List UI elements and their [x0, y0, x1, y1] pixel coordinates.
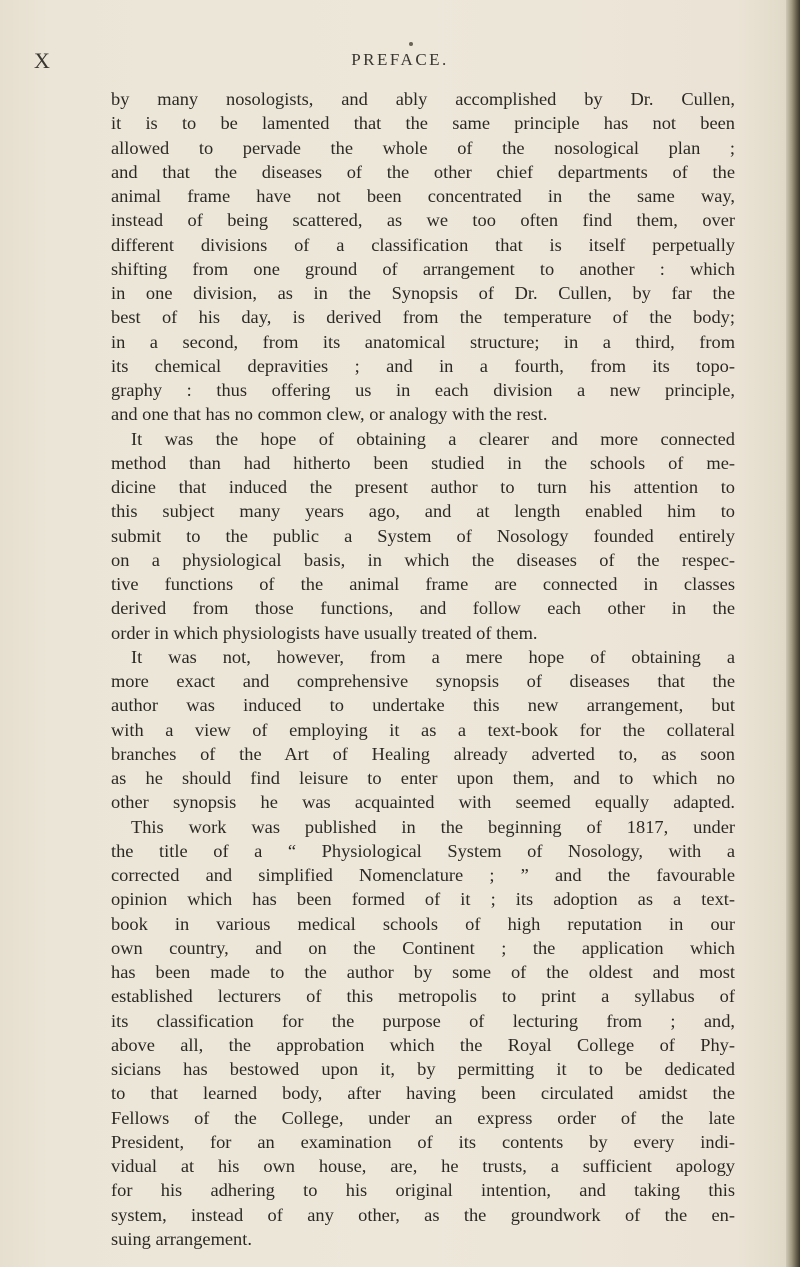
text-line: derived from those functions, and follow each other in the [111, 598, 735, 619]
text-line: instead of being scattered, as we too often find them, over [111, 210, 735, 231]
paragraph-first-line: It was not, however, from a mere hope of obtaining a [131, 646, 735, 667]
text-line: submit to the public a System of Nosology founded entirely [111, 525, 735, 546]
text-line: with a view of employing it as a text-book for the collateral [111, 719, 735, 740]
text-line: own country, and on the Continent ; the application which [111, 937, 735, 958]
running-head: PREFACE. [351, 50, 449, 69]
text-line: and one that has no common clew, or analogy with the rest. [111, 404, 548, 425]
text-line: method than had hitherto been studied in the schools of me- [111, 452, 735, 473]
text-line: established lecturers of this metropolis to print a syllabus of [111, 986, 735, 1007]
text-line: its classification for the purpose of lecturing from ; and, [111, 1010, 735, 1031]
text-line: more exact and comprehensive synopsis of diseases that the [111, 671, 735, 691]
text-line: this subject many years ago, and at length enabled him to [111, 501, 735, 522]
text-line: above all, the approbation which the Royal College of Phy- [111, 1034, 735, 1055]
text-line: system, instead of any other, as the groundwork of the en- [111, 1204, 735, 1225]
text-line: dicine that induced the present author to turn his attention to [111, 477, 735, 497]
text-line: and that the diseases of the other chief departments of the [111, 161, 735, 182]
page-binding-edge [786, 0, 800, 1267]
text-line: has been made to the author by some of the oldest and most [111, 962, 735, 982]
text-line: its chemical depravities ; and in a fourth, from its topo- [111, 355, 735, 376]
ink-dot [409, 42, 413, 46]
text-line: branches of the Art of Healing already adverted to, as soon [111, 743, 735, 764]
text-line: Fellows of the College, under an express order of the late [111, 1107, 735, 1128]
text-line: sicians has bestowed upon it, by permitting it to be dedicated [111, 1059, 735, 1079]
text-line: in one division, as in the Synopsis of Dr. Cullen, by far the [111, 283, 735, 303]
text-line: graphy : thus offering us in each division a new principle, [111, 380, 735, 400]
preface-body-text [111, 87, 735, 1251]
text-line: animal frame have not been concentrated in the same way, [111, 186, 735, 206]
text-line: allowed to pervade the whole of the nosological plan ; [111, 137, 735, 158]
text-line: in a second, from its anatomical structure; in a third, from [111, 331, 735, 352]
text-line: corrected and simplified Nomenclature ; ” and the favourable [111, 865, 735, 885]
page-header [0, 48, 800, 78]
text-line: the title of a “ Physiological System of Nosology, with a [111, 840, 735, 861]
text-line: as he should find leisure to enter upon them, and to which no [111, 768, 735, 788]
text-line: This work was published in the beginning of 1817, under [131, 816, 735, 837]
text-line: it is to be lamented that the same principle has not been [111, 113, 735, 134]
text-line: President, for an examination of its contents by every indi- [111, 1131, 735, 1152]
text-line: opinion which has been formed of it ; its adoption as a text- [111, 889, 735, 910]
text-line: for his adhering to his original intention, and taking this [111, 1180, 735, 1201]
text-line: book in various medical schools of high reputation in our [111, 913, 735, 934]
text-line: shifting from one ground of arrangement to another : which [111, 258, 735, 279]
text-line: suing arrangement. [111, 1228, 252, 1249]
text-line: best of his day, is derived from the temperature of the body; [111, 307, 735, 328]
text-line: by many nosologists, and ably accomplished by Dr. Cullen, [111, 89, 735, 109]
page-number: X [34, 48, 51, 73]
text-line: on a physiological basis, in which the diseases of the respec- [111, 549, 735, 570]
text-line: order in which physiologists have usually treated of them. [111, 622, 538, 643]
paragraph-first-line: It was the hope of obtaining a clearer and more connected [131, 428, 735, 449]
text-line: to that learned body, after having been circulated amidst the [111, 1083, 735, 1104]
text-line: author was induced to undertake this new arrangement, but [111, 695, 735, 716]
text-line: different divisions of a classification that is itself perpetually [111, 234, 735, 255]
text-line: tive functions of the animal frame are connected in classes [111, 574, 735, 594]
text-line: other synopsis he was acquainted with seemed equally adapted. [111, 792, 735, 813]
text-line: vidual at his own house, are, he trusts, a sufficient apology [111, 1156, 735, 1176]
